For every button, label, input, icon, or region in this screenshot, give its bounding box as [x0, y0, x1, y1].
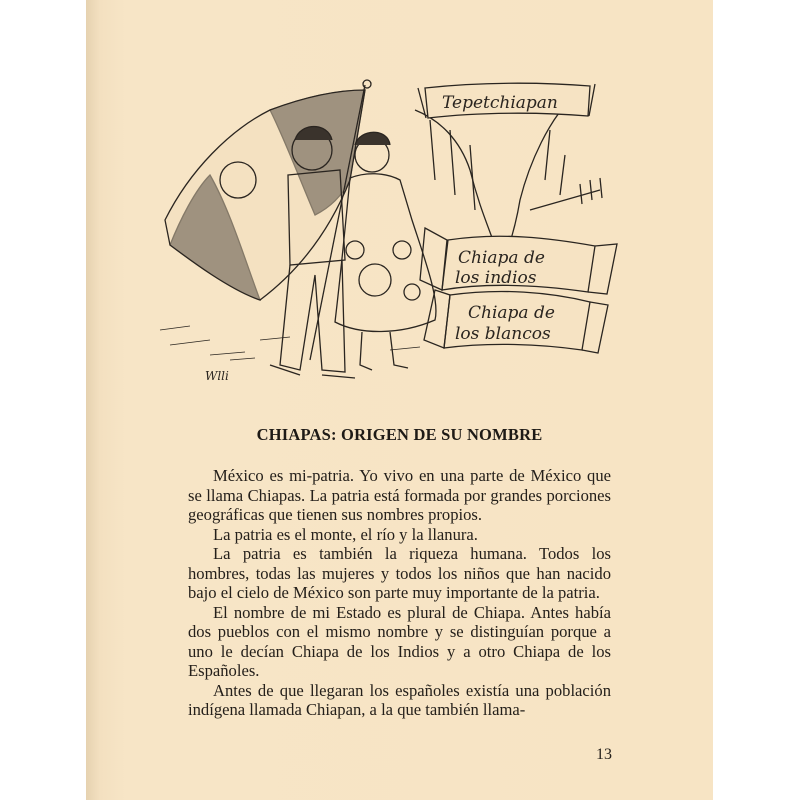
paragraph: México es mi-patria. Yo vivo en una parte de México que se llama Chiapas. La patria está formada por grandes porciones geográficas que tienen sus nombres propios.	[188, 466, 611, 524]
page-number: 13	[596, 746, 612, 763]
banner-label-indios-line1: Chiapa de	[458, 248, 545, 268]
artist-signature: Wlli	[205, 369, 229, 383]
chiapas-illustration	[150, 60, 620, 390]
paragraph: La patria es también la riqueza humana. Todos los hombres, todas las mujeres y todos los niños que han nacido bajo el cielo de México son parte muy importante de la patria.	[188, 544, 611, 602]
banner-label-tepetchiapan: Tepetchiapan	[442, 93, 558, 113]
page-heading: CHIAPAS: ORIGEN DE SU NOMBRE	[256, 425, 543, 444]
body-text	[188, 466, 611, 720]
banner-label-blancos-line2: los blancos	[455, 324, 551, 344]
mexican-flag-drawing	[165, 80, 371, 360]
banner-label-blancos-line1: Chiapa de	[468, 303, 555, 323]
paragraph: Antes de que llegaran los españoles existía una población indígena llamada Chiapan, a la que también llama-	[188, 680, 611, 719]
paragraph: La patria es el monte, el río y la llanura.	[213, 524, 478, 544]
banner-label-indios-line2: los indios	[455, 268, 537, 288]
paragraph: El nombre de mi Estado es plural de Chiapa. Antes había dos pueblos con el mismo nombre y se distinguían porque a uno le decían Chiapa de los Indios y a otro Chiapa de los Españoles.	[188, 602, 611, 680]
